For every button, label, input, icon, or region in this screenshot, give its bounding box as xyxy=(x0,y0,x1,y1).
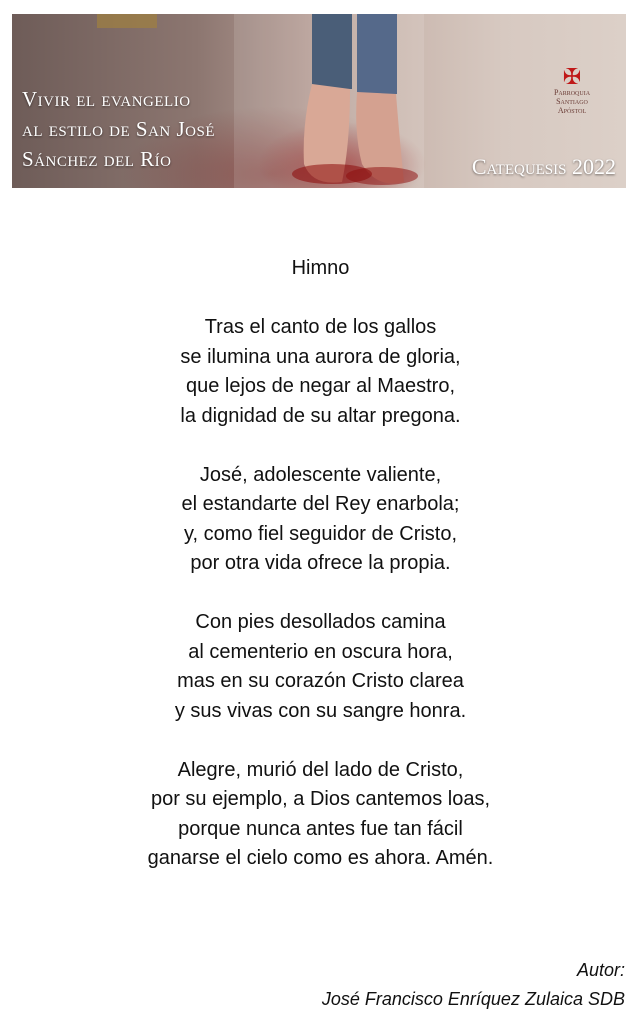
catequesis-label: Catequesis 2022 xyxy=(471,154,616,179)
hymn xyxy=(0,254,641,903)
parish-logo xyxy=(532,66,612,115)
verse-line: y sus vivas con su sangre honra. xyxy=(174,699,467,722)
verse-line: la dignidad de su altar pregona. xyxy=(180,404,461,427)
verse-line: Tras el canto de los gallos xyxy=(204,316,437,338)
banner-title-line: al estilo de San José xyxy=(22,117,216,141)
header-banner xyxy=(12,14,626,188)
stanza xyxy=(0,608,641,726)
author-label: Autor: xyxy=(576,960,625,980)
banner-title xyxy=(22,84,215,174)
stanza xyxy=(0,313,641,431)
stanza xyxy=(0,461,641,579)
verse-line: ganarse el cielo como es ahora. Amén. xyxy=(147,847,494,869)
parish-line: Santiago xyxy=(556,97,588,106)
parish-line: Parroquia xyxy=(553,88,591,97)
verse-line: el estandarte del Rey enarbola; xyxy=(181,493,460,515)
verse-line: José, adolescente valiente, xyxy=(199,463,442,486)
author-name: José Francisco Enríquez Zulaica SDB xyxy=(321,989,625,1009)
author-block xyxy=(322,956,625,1014)
verse-line: se ilumina una aurora de gloria, xyxy=(180,345,461,368)
verse-line: por otra vida ofrece la propia. xyxy=(190,552,451,574)
verse-line: Con pies desollados camina xyxy=(195,611,446,633)
hymn-title: Himno xyxy=(291,257,350,279)
verse-line: por su ejemplo, a Dios cantemos loas, xyxy=(150,788,491,810)
verse-line: y, como fiel seguidor de Cristo, xyxy=(183,522,458,545)
banner-title-line: Vivir el evangelio xyxy=(22,87,191,111)
verse-line: Alegre, murió del lado de Cristo, xyxy=(177,758,464,781)
verse-line: mas en su corazón Cristo clarea xyxy=(177,670,464,692)
verse-line: que lejos de negar al Maestro, xyxy=(185,375,456,397)
santiago-cross-icon: ✠ xyxy=(562,64,582,89)
verse-line: al cementerio en oscura hora, xyxy=(188,640,453,663)
verse-line: porque nunca antes fue tan fácil xyxy=(178,817,463,840)
banner-title-line: Sánchez del Río xyxy=(22,147,172,171)
stanza xyxy=(0,756,641,874)
parish-line: Apóstol xyxy=(557,106,587,115)
